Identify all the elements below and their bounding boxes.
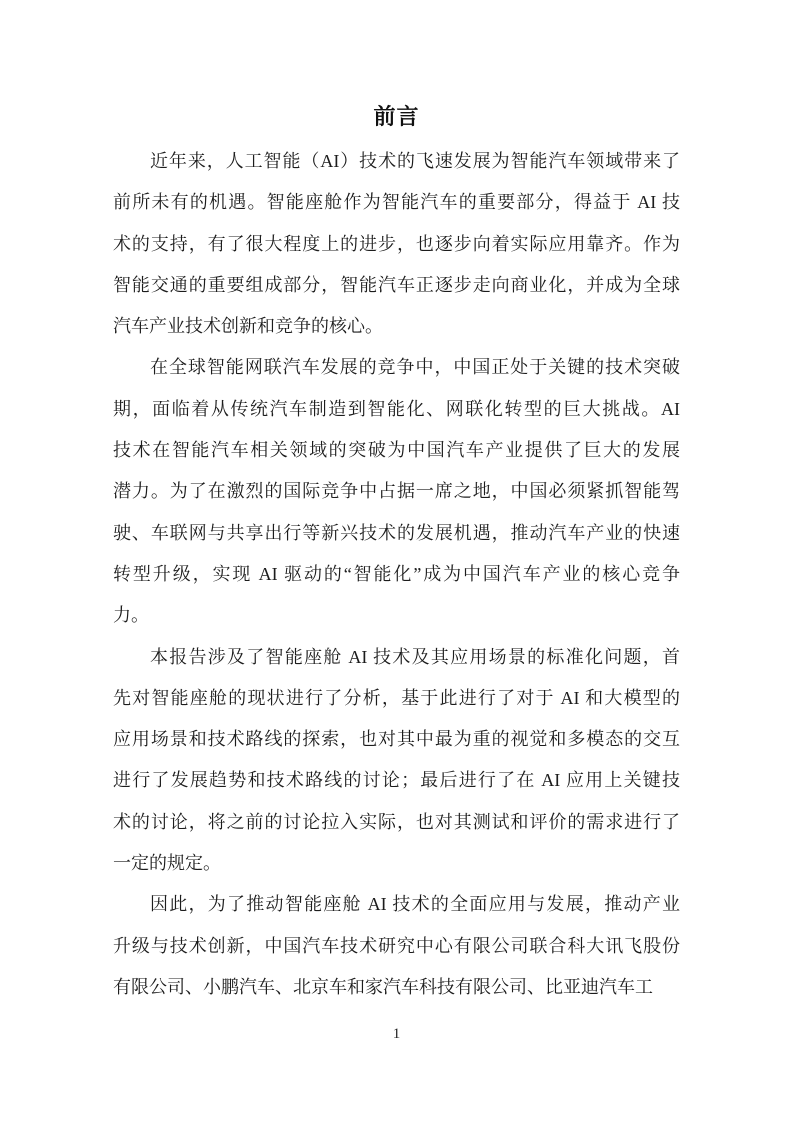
- document-line: 应用场景和技术路线的探索，也对其中最为重的视觉和多模态的交互: [113, 729, 680, 750]
- document-line: 术的支持，有了很大程度上的进步，也逐步向着实际应用靠齐。作为: [113, 233, 680, 254]
- document-line: 因此，为了推动智能座舱 AI 技术的全面应用与发展，推动产业: [150, 894, 680, 915]
- document-line: 潜力。为了在激烈的国际竞争中占据一席之地，中国必须紧抓智能驾: [113, 481, 680, 502]
- document-content: [113, 92, 680, 1008]
- document-line: 近年来，人工智能（AI）技术的飞速发展为智能汽车领域带来了: [150, 151, 680, 171]
- document-line: 前所未有的机遇。智能座舱作为智能汽车的重要部分，得益于 AI 技: [113, 192, 680, 213]
- document-line: 汽车产业技术创新和竞争的核心。: [113, 316, 383, 337]
- document-line: 一定的规定。: [113, 853, 221, 874]
- document-line: 本报告涉及了智能座舱 AI 技术及其应用场景的标准化问题，首: [150, 646, 680, 667]
- document-line: 力。: [113, 605, 149, 626]
- document-body: [113, 141, 680, 1008]
- document-line: 期，面临着从传统汽车制造到智能化、网联化转型的巨大挑战。AI: [113, 398, 680, 419]
- document-line: 技术在智能汽车相关领域的突破为中国汽车产业提供了巨大的发展: [113, 440, 680, 461]
- document-line: 驶、车联网与共享出行等新兴技术的发展机遇，推动汽车产业的快速: [113, 522, 680, 543]
- document-line: 智能交通的重要组成部分，智能汽车正逐步走向商业化，并成为全球: [113, 274, 680, 295]
- document-line: 转型升级，实现 AI 驱动的“智能化”成为中国汽车产业的核心竞争: [113, 563, 680, 584]
- document-line: 升级与技术创新，中国汽车技术研究中心有限公司联合科大讯飞股份: [113, 935, 680, 956]
- document-title: 前言: [373, 104, 420, 129]
- page-number: 1: [392, 1026, 401, 1042]
- document-line: 进行了发展趋势和技术路线的讨论；最后进行了在 AI 应用上关键技: [113, 770, 680, 791]
- document-line: 有限公司、小鹏汽车、北京车和家汽车科技有限公司、比亚迪汽车工: [113, 976, 653, 997]
- document-line: 先对智能座舱的现状进行了分析，基于此进行了对于 AI 和大模型的: [113, 687, 680, 708]
- document-line: 术的讨论，将之前的讨论拉入实际，也对其测试和评价的需求进行了: [113, 811, 680, 832]
- document-line: 在全球智能网联汽车发展的竞争中，中国正处于关键的技术突破: [150, 357, 680, 378]
